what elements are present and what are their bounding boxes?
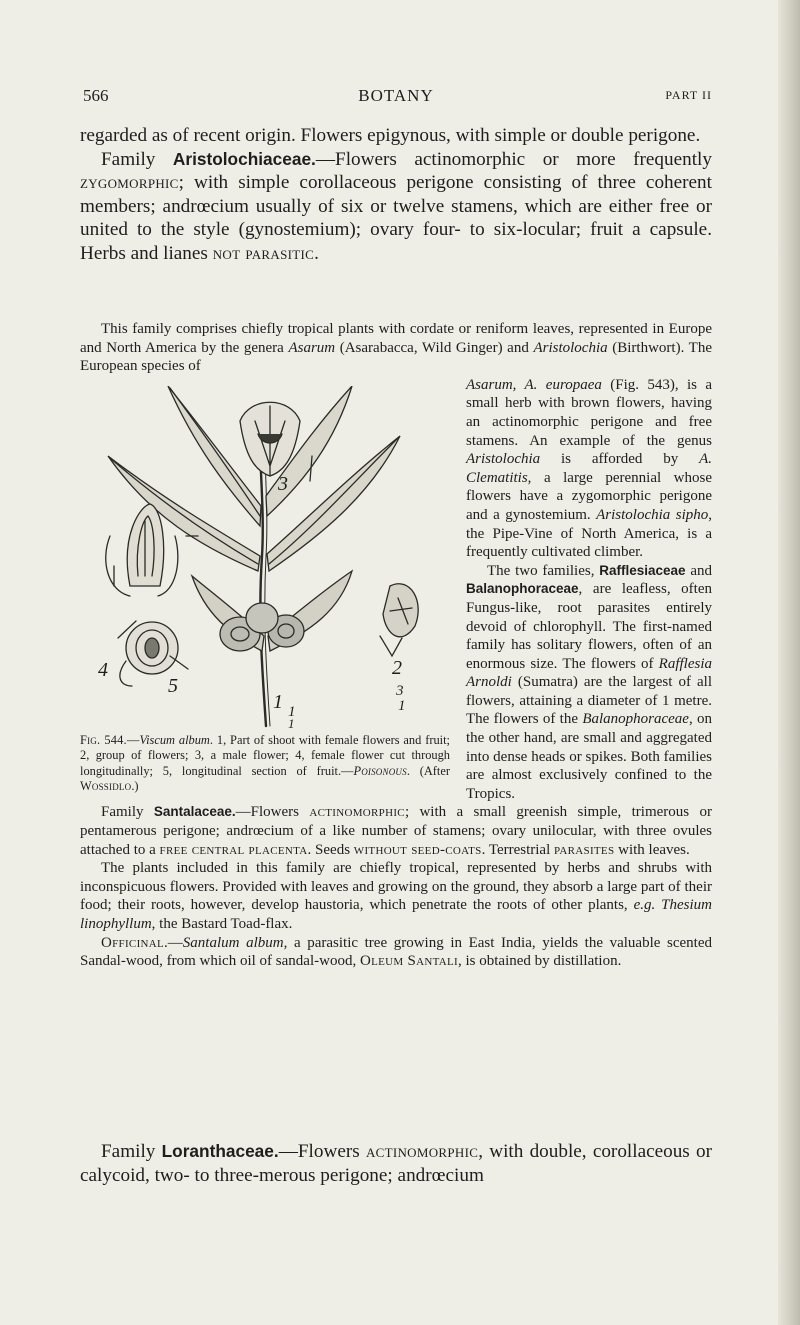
family-name-santalaceae: Santalaceae. — [153, 804, 236, 820]
figure-label-2: 2 — [392, 656, 402, 679]
running-header — [80, 86, 712, 110]
figure-544 — [80, 376, 456, 796]
figure-label-1-fraction-b: 1 — [288, 703, 296, 720]
figure-label-1-fraction-a: 1 — [398, 697, 406, 714]
para-rafflesiaceae: The two families, Rafflesiaceae and Balanophoraceae, are leafless, often Fungus-like, root parasites entirely devoid of chlorophyll. The first-named family has solitary flowers, often of an enormous size. The flowers of Rafflesia Arnoldi (Sumatra) are the largest of all flowers, attaining a diameter of 1 metre. The flowers of the Balanophoraceae, on the other hand, are small and aggregated into dense heads or spikes. Both families are almost exclusively confined to the Tropics. — [466, 562, 712, 802]
running-title: BOTANY — [358, 86, 434, 105]
page-number: 566 — [83, 86, 109, 105]
para-family-desc: This family comprises chiefly tropical plants with cordate or reniform leaves, represented in Europe and North America by the genera Asarum (Asarabacca, Wild Ginger) and Aristolochia (Birthwort). The European species of — [80, 321, 712, 375]
para-aristolochiaceae: Family Aristolochiaceae.—Flowers actinomorphic or more frequently zygomorphic; with simple corollaceous perigone consisting of three coherent members; andrœcium usually of six or twelve stamens, which are either free or united to the style (gynostemium); ovary four- to six-locular; fruit a capsule. Herbs and lianes not parasitic. — [80, 148, 712, 264]
figure-label-1-fraction-c: 1 — [288, 715, 295, 728]
figure-label-4: 4 — [98, 658, 108, 681]
para-plants-included: The plants included in this family are chiefly tropical, represented by herbs and shrubs with inconspicuous flowers. Provided with leaves and growing on the ground, they absorb a large part of their food; their roots, however, develop haustoria, which penetrate the roots of other plants, e.g. Thesium linophyllum, the Bastard Toad-flax. — [80, 860, 712, 932]
family-name-loranthaceae: Loranthaceae. — [161, 1141, 279, 1161]
para-loranthaceae: Family Loranthaceae.—Flowers actinomorphic, with double, corollaceous or calycoid, two- to three-merous perigone; andrœcium — [80, 1141, 712, 1186]
figure-label-3-fraction: 3 — [396, 682, 404, 699]
part-label: PART II — [665, 88, 712, 102]
figure-label-5: 5 — [168, 674, 178, 697]
page-edge-shadow — [778, 0, 800, 1325]
para-recent-origin: regarded as of recent origin. Flowers epigynous, with simple or double perigone. — [80, 125, 701, 146]
viscum-album-illustration — [90, 386, 446, 728]
figure-label-3: 3 — [278, 472, 288, 495]
para-officinal: Officinal.—Santalum album, a parasitic tree growing in East India, yields the valuable scented Sandal-wood, from which oil of sandal-wood, Oleum Santali, is obtained by distillation. — [80, 934, 712, 970]
figure-and-text — [80, 320, 712, 971]
family-name-aristolochiaceae: Aristolochiaceae. — [172, 148, 316, 169]
figure-caption: Fig. 544.—Viscum album. 1, Part of shoot with female flowers and fruit; 2, group of flowers; 3, a male flower; 4, female flower cut through longitudinally; 5, longitudinal section of fruit.—Poisonous. (After Wossidlo.) — [80, 732, 450, 793]
bottom-text — [80, 1140, 712, 1187]
para-family-desc-cont: Asarum, A. europaea (Fig. 543), is a small herb with brown flowers, having an actinomorphic perigone and free stamens. An example of the genus Aristolochia is afforded by A. Clematitis, a large perennial whose flowers have a zygomorphic perigone and a gynostemium. Aristolochia sipho, the Pipe-Vine of North America, is a frequently cultivated climber. — [466, 376, 713, 561]
figure-label-1: 1 — [273, 690, 283, 713]
top-text — [80, 124, 712, 265]
para-santalaceae: Family Santalaceae.—Flowers actinomorphic; with a small greenish simple, trimerous or pentamerous perigone; andrœcium of a like number of stamens; ovary unilocular, with three ovules attached to a free central placenta. Seeds without seed-coats. Terrestrial parasites with leaves. — [80, 804, 712, 858]
